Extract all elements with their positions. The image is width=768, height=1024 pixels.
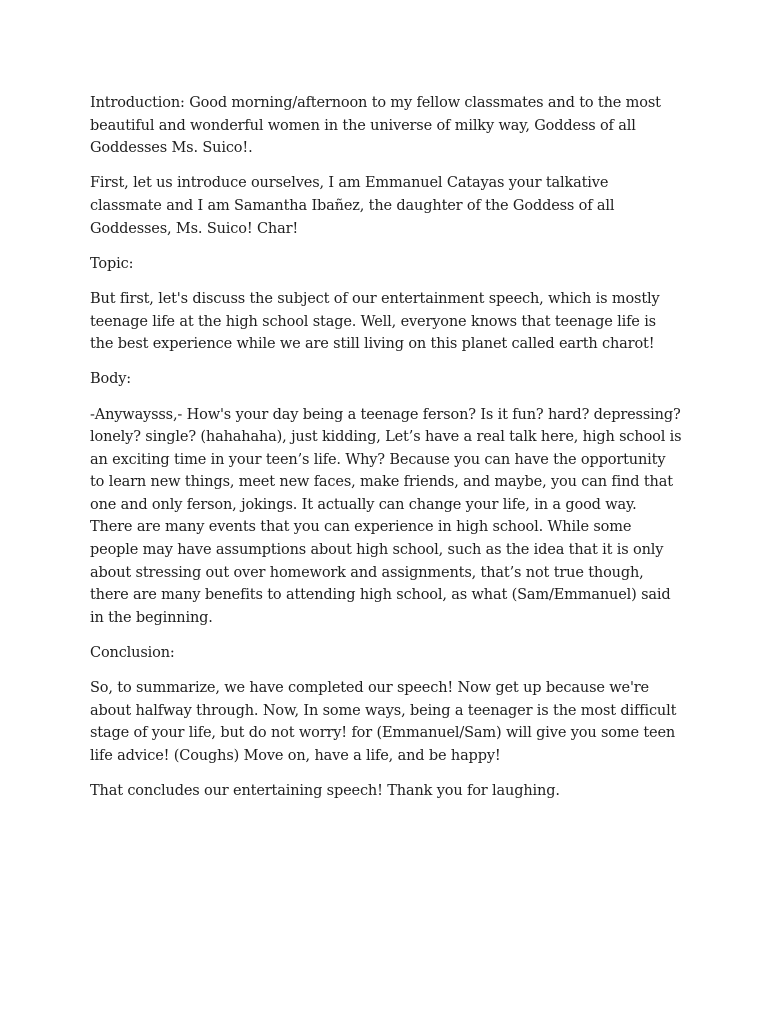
document-page (90, 92, 682, 815)
body-heading: Body: (90, 371, 131, 388)
body-paragraph: -Anywaysss,- How's your day being a teenage ferson? Is it fun? hard? depressing? lonely? single? (hahahaha), just kidding, Let’s have a real talk here, high school is an exciting time in your teen’s life. Why? Because you can have the opportunity to learn new things, meet new faces, make friends, and maybe, you can find that one and only ferson, jokings. It actually can change your life, in a good way. There are many events that you can experience in high school. While some people may have assumptions about high school, such as the idea that it is only about stressing out over homework and assignments, that’s not true though, there are many benefits to attending high school, as what (Sam/Emmanuel) said in the beginning. (90, 406, 682, 626)
conclusion-heading: Conclusion: (90, 645, 175, 662)
topic-paragraph: But first, let's discuss the subject of our entertainment speech, which is mostly teenage life at the high school stage. Well, everyone knows that teenage life is the best experience while we are still living on this planet called earth charot! (90, 290, 660, 353)
closing-paragraph: That concludes our entertaining speech! Thank you for laughing. (90, 783, 560, 800)
self-introduction-paragraph: First, let us introduce ourselves, I am Emmanuel Catayas your talkative classmate and I am Samantha Ibañez, the daughter of the Goddess of all Goddesses, Ms. Suico! Char! (90, 175, 615, 237)
topic-heading: Topic: (90, 255, 134, 272)
introduction-paragraph: Introduction: Good morning/afternoon to my fellow classmates and to the most beautiful and wonderful women in the universe of milky way, Goddess of all Goddesses Ms. Suico!. (90, 95, 661, 157)
conclusion-paragraph: So, to summarize, we have completed our speech! Now get up because we're about halfway through. Now, In some ways, being a teenager is the most difficult stage of your life, but do not worry! for (Emmanuel/Sam) will give you some teen life advice! (Coughs) Move on, have a life, and be happy! (90, 680, 677, 764)
